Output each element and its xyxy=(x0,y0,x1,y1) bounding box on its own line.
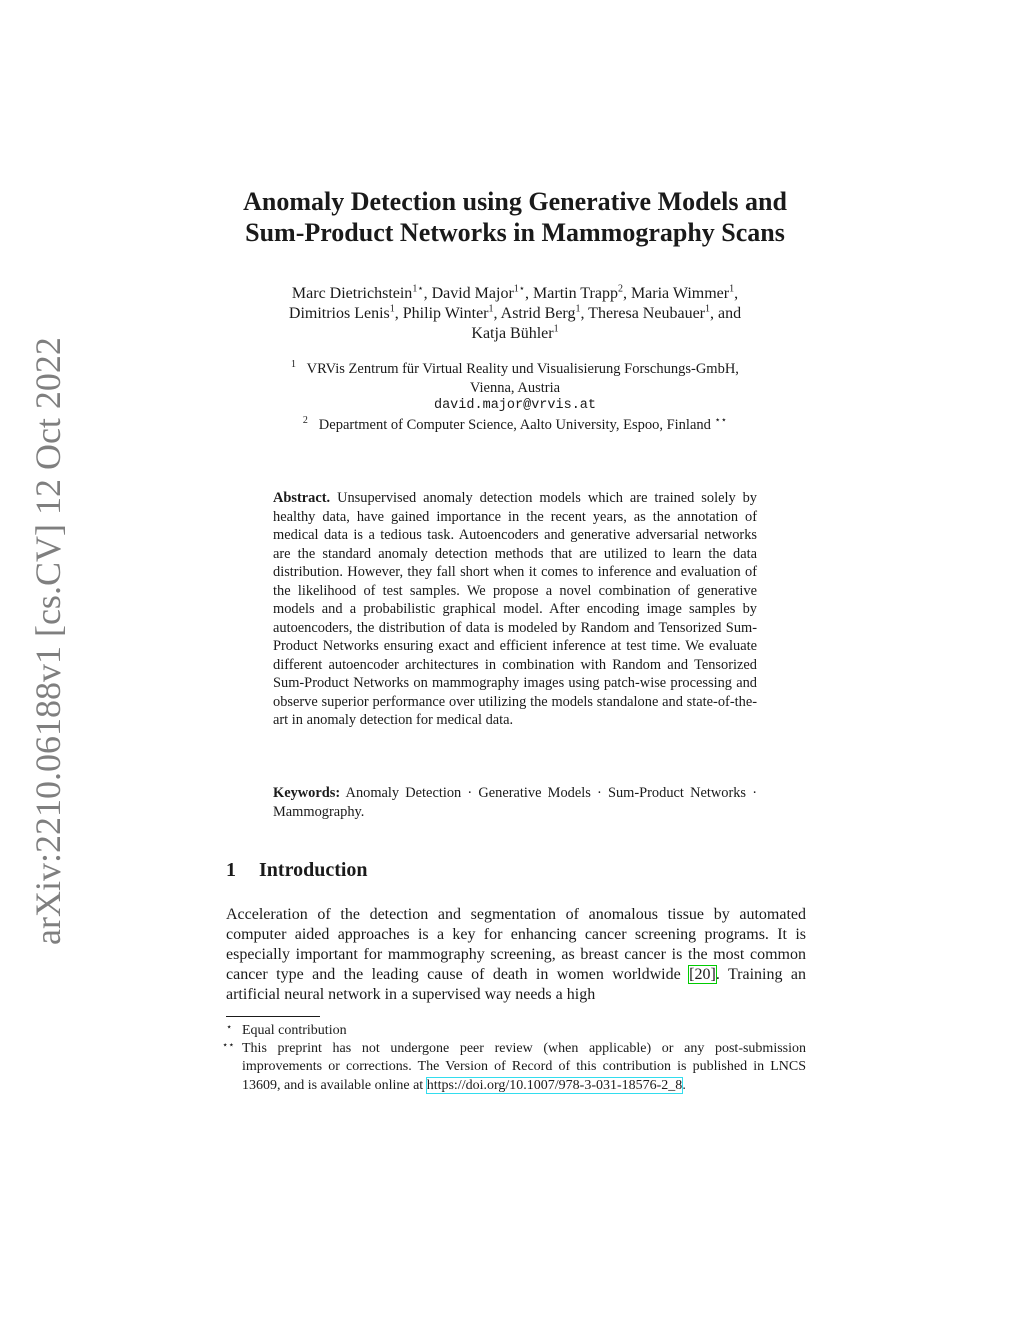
footnote-1 xyxy=(226,1022,806,1040)
author-affil-mark: 1⋆ xyxy=(412,283,424,295)
author-name: Marc Dietrichstein xyxy=(291,285,413,302)
footnote-1-text: Equal contribution xyxy=(242,1023,347,1038)
author-affil-mark: 1 xyxy=(389,303,395,315)
author-affil-mark: 1 xyxy=(553,323,559,335)
author-name: Martin Trapp xyxy=(533,285,618,302)
affiliation-1-line-1: VRVis Zentrum für Virtual Reality und Visualisierung Forschungs-GmbH, xyxy=(306,361,739,377)
footnote-mark: ⋆ xyxy=(226,1022,233,1033)
author-name: Theresa Neubauer xyxy=(588,305,705,322)
author-line-3 xyxy=(215,324,815,344)
citation-link[interactable]: [20] xyxy=(689,966,716,983)
authors-conjunction: and xyxy=(718,305,742,322)
author-affil-mark: 1 xyxy=(488,303,494,315)
footnote-divider xyxy=(226,1016,320,1017)
paper-title xyxy=(200,186,830,248)
intro-paragraph xyxy=(226,905,806,1005)
affiliation-2-text: Department of Computer Science, Aalto University, Espoo, Finland xyxy=(318,416,711,433)
author-affil-mark: 1 xyxy=(705,303,710,315)
author-affil-mark: 1 xyxy=(575,303,581,315)
author-line-1: Marc Dietrichstein$^{1⋆}$, David Major$^{1⋆}$, Martin Trapp$^2$, Maria Wimmer$^1$, xyxy=(291,283,739,302)
doi-link[interactable]: https://doi.org/10.1007/978-3-031-18576-2_8 xyxy=(426,1077,683,1093)
abstract xyxy=(273,489,757,730)
affiliation-2 xyxy=(215,416,815,435)
author-email[interactable]: david.major@vrvis.at xyxy=(433,398,597,413)
author-list xyxy=(215,284,815,344)
intro-text: Acceleration of the detection and segmentation of anomalous tissue by automated computer aided approaches is a key for enhancing cancer screening programs. It is especially important for mammography screening, as breast cancer is the most common cancer type and the leading cause of death in women worldwide xyxy=(226,906,806,983)
intro-text-continued: . Training an artificial neural network in a supervised way needs a high xyxy=(226,966,806,1003)
abstract-text: Unsupervised anomaly detection models which are trained solely by healthy data, have gained importance in the recent years, as the annotation of medical data is a tedious task. Autoencoders and generative adversarial networks are the standard anomaly detection methods that are utilized to learn the data distribution. However, they fall short when it comes to inference and evaluation of the likelihood of test samples. We propose a novel combination of generative models and a probabilistic graphical model. After encoding image samples by autoencoders, the distribution of data is modeled by Random and Tensorized Sum-Product Networks ensuring exact and efficient inference at test time. We evaluate different autoencoder architectures in combination with Random and Tensorized Sum-Product Networks on mammography images using patch-wise processing and observe superior performance over utilizing the models standalone and state-of-the-art in anomaly detection for medical data. xyxy=(273,490,757,728)
author-affil-mark: 1 xyxy=(729,283,735,295)
affiliation-mark: 1 xyxy=(291,359,297,371)
arxiv-identifier: arXiv:2210.06188v1 [cs.CV] 12 Oct 2022 xyxy=(28,337,68,945)
footnote-2-end: . xyxy=(682,1077,686,1093)
section-title: Introduction xyxy=(259,859,368,881)
section-number: 1 xyxy=(226,859,236,881)
author-name: Maria Wimmer xyxy=(630,285,730,302)
section-heading xyxy=(226,857,626,883)
affiliation-1 xyxy=(215,360,815,379)
footnotes xyxy=(222,1022,806,1095)
keywords-text: Anomaly Detection · Generative Models · Sum-Product Networks · Mammography. xyxy=(273,785,757,820)
abstract-label: Abstract. xyxy=(273,490,331,506)
author-affil-mark: 1⋆ xyxy=(513,283,526,295)
footnote-ref-mark[interactable]: ⋆⋆ xyxy=(714,414,728,426)
keywords xyxy=(273,784,757,821)
author-line-2: Dimitrios Lenis$^1$, Philip Winter$^1$, Astrid Berg$^1$, Theresa Neubauer$^1$, and xyxy=(288,303,742,322)
footnote-2 xyxy=(222,1040,806,1095)
affiliation-mark: 2 xyxy=(302,414,308,426)
author-name: Katja Bühler xyxy=(471,325,554,342)
title-line-2: Sum-Product Networks in Mammography Scans xyxy=(245,218,785,247)
keywords-label: Keywords: xyxy=(273,785,341,801)
footnote-mark: ⋆⋆ xyxy=(222,1040,235,1052)
author-name: David Major xyxy=(431,285,514,302)
affiliations xyxy=(215,360,815,434)
author-name: Dimitrios Lenis xyxy=(288,305,390,322)
affiliation-1-line-2: Vienna, Austria xyxy=(469,379,561,396)
footnote-2-text: This preprint has not undergone peer review (when applicable) or any post-submission improvements or corrections. The Version of Record of this contribution is published in LNCS 13609, and is available online at xyxy=(242,1041,806,1093)
title-line-1: Anomaly Detection using Generative Models and xyxy=(243,187,787,216)
author-name: Astrid Berg xyxy=(500,305,576,322)
author-name: Philip Winter xyxy=(402,305,489,322)
author-affil-mark: 2 xyxy=(617,283,623,295)
